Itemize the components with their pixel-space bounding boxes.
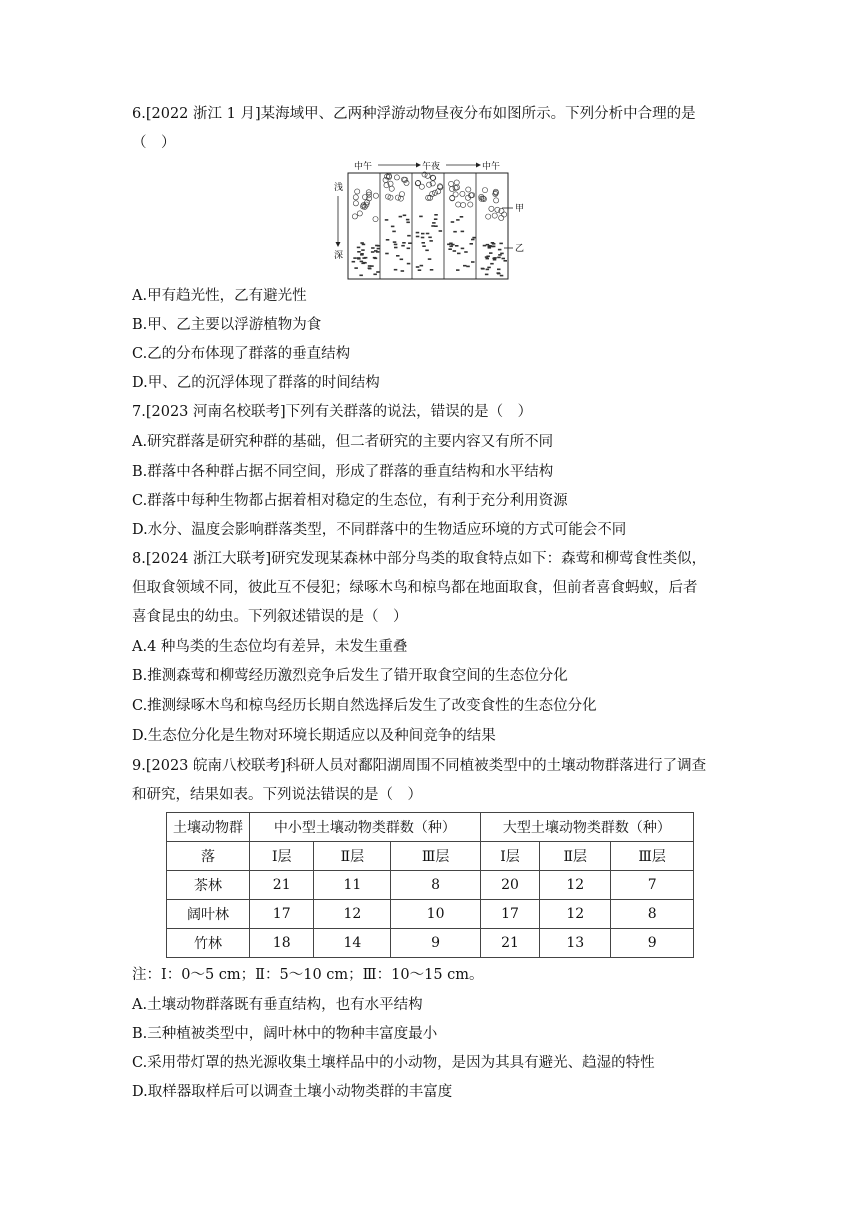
species-b-mark <box>363 262 367 264</box>
species-b-mark <box>451 221 455 223</box>
species-b-mark <box>394 247 398 249</box>
species-b-mark <box>362 257 366 259</box>
table-cell: 20 <box>480 871 539 900</box>
species-b-mark <box>357 251 361 253</box>
depth-arrow-head <box>336 242 341 247</box>
table-corner-bottom: 落 <box>167 842 250 871</box>
layer-header: Ⅲ层 <box>611 842 694 871</box>
species-b-mark <box>373 274 377 276</box>
table-row <box>167 871 694 900</box>
species-b-mark <box>447 244 451 246</box>
species-b-mark <box>500 253 504 255</box>
species-b-mark <box>453 231 457 233</box>
table-cell: 21 <box>480 929 539 958</box>
species-b-mark <box>399 216 403 218</box>
table-group-small: 中小型土壤动物类群数（种） <box>250 813 481 842</box>
species-a-mark <box>431 175 436 180</box>
species-a-mark <box>502 212 507 217</box>
table-cell: 18 <box>250 929 314 958</box>
species-b-mark <box>472 237 476 239</box>
depth-label-shallow: 浅 <box>334 183 344 193</box>
table-layer-row <box>167 842 694 871</box>
species-b-mark <box>385 219 389 221</box>
species-b-mark <box>416 266 420 268</box>
q8-stem-line-3: 喜食昆虫的幼虫。下列叙述错误的是（ ） <box>132 609 408 625</box>
species-b-mark <box>352 261 356 263</box>
species-a-mark <box>430 181 435 186</box>
species-b-mark <box>490 263 494 265</box>
species-b-mark <box>492 243 496 245</box>
q9-option-b: B.三种植被类型中，阔叶林中的物种丰富度最小 <box>132 1026 438 1042</box>
species-b-mark <box>463 265 467 267</box>
species-b-mark <box>461 231 465 233</box>
species-a-mark <box>489 206 494 211</box>
table-header-row <box>167 813 694 842</box>
species-b-mark <box>357 258 361 260</box>
species-b-mark <box>406 219 410 221</box>
species-a-mark <box>389 186 394 191</box>
species-b-mark <box>401 270 405 272</box>
species-b-mark <box>394 244 398 246</box>
q9-option-a: A.土壤动物群落既有垂直结构，也有水平结构 <box>132 997 423 1013</box>
table-cell: 12 <box>540 900 611 929</box>
species-b-mark <box>421 237 425 239</box>
species-b-mark <box>449 246 453 248</box>
species-a-mark <box>373 217 378 222</box>
q6-option-b: B.甲、乙主要以浮游植物为食 <box>132 317 322 333</box>
time-label-midnight: 午夜 <box>422 162 441 172</box>
q7-stem: 7.[2023 河南名校联考]下列有关群落的说法，错误的是（ ） <box>132 404 533 420</box>
time-label-noon-1: 中午 <box>354 162 373 172</box>
species-b-mark <box>407 263 411 265</box>
species-b-mark <box>362 244 366 246</box>
species-b-mark <box>376 271 380 273</box>
species-b-mark <box>377 248 381 250</box>
table-cell: 9 <box>391 929 480 958</box>
species-b-mark <box>371 247 375 249</box>
species-b-mark <box>500 275 504 277</box>
species-b-mark <box>429 240 433 242</box>
q9-option-c: C.采用带灯罩的热光源收集土壤样品中的小动物，是因为其具有避光、趋湿的特性 <box>132 1055 655 1071</box>
species-b-mark <box>502 258 506 260</box>
layer-header: Ⅱ层 <box>314 842 391 871</box>
figure-frame <box>348 173 508 279</box>
species-b-mark <box>360 253 364 255</box>
species-b-mark <box>456 269 460 271</box>
table-row <box>167 900 694 929</box>
species-b-mark <box>377 245 381 247</box>
species-b-mark <box>426 233 430 235</box>
species-b-mark <box>471 239 475 241</box>
table-cell: 11 <box>314 871 391 900</box>
species-b-mark <box>487 267 491 269</box>
row-label: 茶林 <box>167 871 250 900</box>
q6-option-d: D.甲、乙的沉浮体现了群落的时间结构 <box>132 375 380 391</box>
species-b-mark <box>401 245 405 247</box>
species-a-mark <box>352 214 357 219</box>
table-corner-top: 土壤动物群 <box>167 813 250 842</box>
q8-stem-line-1: 8.[2024 浙江大联考]研究发现某森林中部分鸟类的取食特点如下：森莺和柳莺食性类似， <box>132 551 707 567</box>
table-cell: 12 <box>540 871 611 900</box>
layer-header: Ⅰ层 <box>480 842 539 871</box>
species-b-mark <box>498 254 502 256</box>
species-a-mark <box>357 211 362 216</box>
species-a-mark <box>460 191 465 196</box>
species-a-circles <box>352 172 506 222</box>
species-b-mark <box>392 231 396 233</box>
species-b-mark <box>396 255 400 257</box>
species-b-mark <box>464 251 468 253</box>
species-b-mark <box>360 242 364 244</box>
q6-distribution-figure <box>332 158 532 286</box>
species-b-mark <box>400 259 404 261</box>
species-b-mark <box>357 247 361 249</box>
species-b-mark <box>406 222 410 224</box>
depth-label-deep: 深 <box>334 251 344 261</box>
q8-option-a: A.4 种鸟类的生态位均有差异，未发生重叠 <box>132 639 408 655</box>
table-cell: 9 <box>611 929 694 958</box>
species-b-mark <box>455 245 459 247</box>
q7-option-c: C.群落中每种生物都占据着相对稳定的生态位，有利于充分利用资源 <box>132 493 568 509</box>
species-b-mark <box>470 243 474 245</box>
species-b-mark <box>434 214 438 216</box>
species-b-mark <box>408 242 412 244</box>
species-b-mark <box>439 230 443 232</box>
species-a-mark <box>404 180 409 185</box>
table-group-large: 大型土壤动物类群数（种） <box>480 813 693 842</box>
species-b-mark <box>416 236 420 238</box>
q6-stem: 6.[2022 浙江 1 月]某海域甲、乙两种浮游动物昼夜分布如图所示。下列分析中合理的是 <box>132 106 696 122</box>
species-b-mark <box>491 246 495 248</box>
q8-option-c: C.推测绿啄木鸟和椋鸟经历长期自然选择后发生了改变食性的生态位分化 <box>132 698 597 714</box>
species-b-mark <box>434 218 438 220</box>
species-b-mark <box>402 242 406 244</box>
species-a-mark <box>427 182 432 187</box>
q9-stem-line-1: 9.[2023 皖南八校联考]科研人员对鄱阳湖周围不同植被类型中的土壤动物群落进行了调查 <box>132 758 707 774</box>
species-a-mark <box>492 213 497 218</box>
species-b-mark <box>403 215 407 217</box>
q8-option-b: B.推测森莺和柳莺经历激烈竞争后发生了错开取食空间的生态位分化 <box>132 668 568 684</box>
species-b-mark <box>368 267 372 269</box>
species-b-mark <box>466 266 470 268</box>
species-b-mark <box>370 265 374 267</box>
time-arrow-head-1 <box>416 163 421 168</box>
species-b-mark <box>457 253 461 255</box>
species-b-mark <box>431 225 435 227</box>
species-b-mark <box>422 245 426 247</box>
species-a-mark <box>398 196 403 201</box>
species-b-label: 乙 <box>515 244 525 254</box>
species-b-mark <box>386 239 390 241</box>
q9-option-d: D.取样器取样后可以调查土壤小动物类群的丰富度 <box>132 1084 453 1100</box>
table-cell: 17 <box>250 900 314 929</box>
species-a-mark <box>415 181 420 186</box>
layer-header: Ⅰ层 <box>250 842 314 871</box>
q7-option-d: D.水分、温度会影响群落类型，不同群落中的生物适应环境的方式可能会不同 <box>132 522 627 538</box>
species-a-mark <box>449 181 454 186</box>
q9-table-note: 注：Ⅰ：0～5 cm；Ⅱ：5～10 cm；Ⅲ：10～15 cm。 <box>132 967 484 983</box>
time-arrow-head-2 <box>476 163 481 168</box>
species-a-mark <box>499 215 504 220</box>
table-row <box>167 929 694 958</box>
species-b-mark <box>361 249 365 251</box>
species-a-mark <box>450 195 455 200</box>
species-b-mark <box>499 243 503 245</box>
species-b-mark <box>354 267 358 269</box>
species-b-mark <box>486 269 490 271</box>
species-b-mark <box>489 252 493 254</box>
q6-option-a: A.甲有趋光性，乙有避光性 <box>132 288 307 304</box>
time-label-noon-2: 中午 <box>482 162 501 172</box>
table-cell: 21 <box>250 871 314 900</box>
species-a-mark <box>449 186 454 191</box>
species-b-mark <box>407 248 411 250</box>
species-b-mark <box>376 251 380 253</box>
species-a-mark <box>436 189 441 194</box>
species-b-mark <box>481 268 485 270</box>
species-b-mark <box>407 235 411 237</box>
row-label: 阔叶林 <box>167 900 250 929</box>
species-b-mark <box>460 216 464 218</box>
species-b-mark <box>416 232 420 234</box>
species-a-mark <box>355 189 360 194</box>
species-b-mark <box>394 269 398 271</box>
species-a-mark <box>461 202 466 207</box>
q6-option-c: C.乙的分布体现了群落的垂直结构 <box>132 346 351 362</box>
species-b-mark <box>461 248 465 250</box>
q8-stem-line-2: 但取食领域不同，彼此互不侵犯；绿啄木鸟和椋鸟都在地面取食，但前者喜食蚂蚁，后者 <box>132 580 698 596</box>
species-b-mark <box>428 258 432 260</box>
q9-stem-line-2: 和研究，结果如表。下列说法错误的是（ ） <box>132 787 422 803</box>
species-b-mark <box>471 261 475 263</box>
species-b-mark <box>497 269 501 271</box>
table-cell: 8 <box>611 900 694 929</box>
species-b-mark <box>419 216 423 218</box>
species-a-mark <box>466 187 471 192</box>
table-cell: 10 <box>391 900 480 929</box>
species-a-mark <box>454 180 459 185</box>
species-b-mark <box>420 265 424 267</box>
species-b-mark <box>493 257 497 259</box>
species-a-mark <box>373 193 378 198</box>
species-b-mark <box>486 258 490 260</box>
species-a-mark <box>425 173 430 178</box>
layer-header: Ⅱ层 <box>540 842 611 871</box>
q6-answer-paren: （ ） <box>132 135 176 151</box>
table-cell: 13 <box>540 929 611 958</box>
species-b-mark <box>504 260 508 262</box>
species-a-mark <box>353 195 358 200</box>
species-a-mark <box>482 188 487 193</box>
species-b-mark <box>421 233 425 235</box>
species-a-mark <box>494 198 499 203</box>
q8-option-d: D.生态位分化是生物对环境长期适应以及种间竞争的结果 <box>132 728 496 744</box>
soil-animal-table <box>166 812 694 958</box>
species-a-mark <box>394 175 399 180</box>
species-b-mark <box>374 258 378 260</box>
species-b-mark <box>456 219 460 221</box>
species-b-mark <box>425 250 429 252</box>
species-b-mark <box>422 242 426 244</box>
species-b-mark <box>371 251 375 253</box>
species-a-label: 甲 <box>515 204 525 214</box>
species-b-mark <box>453 250 457 252</box>
layer-header: Ⅲ层 <box>391 842 480 871</box>
species-b-mark <box>485 274 489 276</box>
table-cell: 7 <box>611 871 694 900</box>
species-a-mark <box>395 195 400 200</box>
species-b-mark <box>497 257 501 259</box>
species-a-mark <box>486 214 491 219</box>
species-a-mark <box>353 201 358 206</box>
species-b-mark <box>497 273 501 275</box>
species-b-mark <box>359 275 363 277</box>
species-b-mark <box>418 269 422 271</box>
species-b-mark <box>428 237 432 239</box>
table-cell: 17 <box>480 900 539 929</box>
species-b-mark <box>393 241 397 243</box>
table-cell: 8 <box>391 871 480 900</box>
table-cell: 14 <box>314 929 391 958</box>
species-b-mark <box>432 222 436 224</box>
species-a-mark <box>468 202 473 207</box>
q7-option-a: A.研究群落是研究种群的基础，但二者研究的主要内容又有所不同 <box>132 434 554 450</box>
species-b-mark <box>486 256 490 258</box>
species-b-mark <box>483 245 487 247</box>
species-b-mark <box>385 253 389 255</box>
species-b-mark <box>430 269 434 271</box>
row-label: 竹林 <box>167 929 250 958</box>
table-cell: 12 <box>314 900 391 929</box>
species-b-mark <box>498 249 502 251</box>
species-b-mark <box>353 257 357 259</box>
q7-option-b: B.群落中各种群占据不同空间，形成了群落的垂直结构和水平结构 <box>132 464 554 480</box>
species-b-marks <box>352 214 507 276</box>
species-a-mark <box>456 202 461 207</box>
species-b-mark <box>451 244 455 246</box>
species-b-mark <box>391 226 395 228</box>
species-b-mark <box>448 248 452 250</box>
